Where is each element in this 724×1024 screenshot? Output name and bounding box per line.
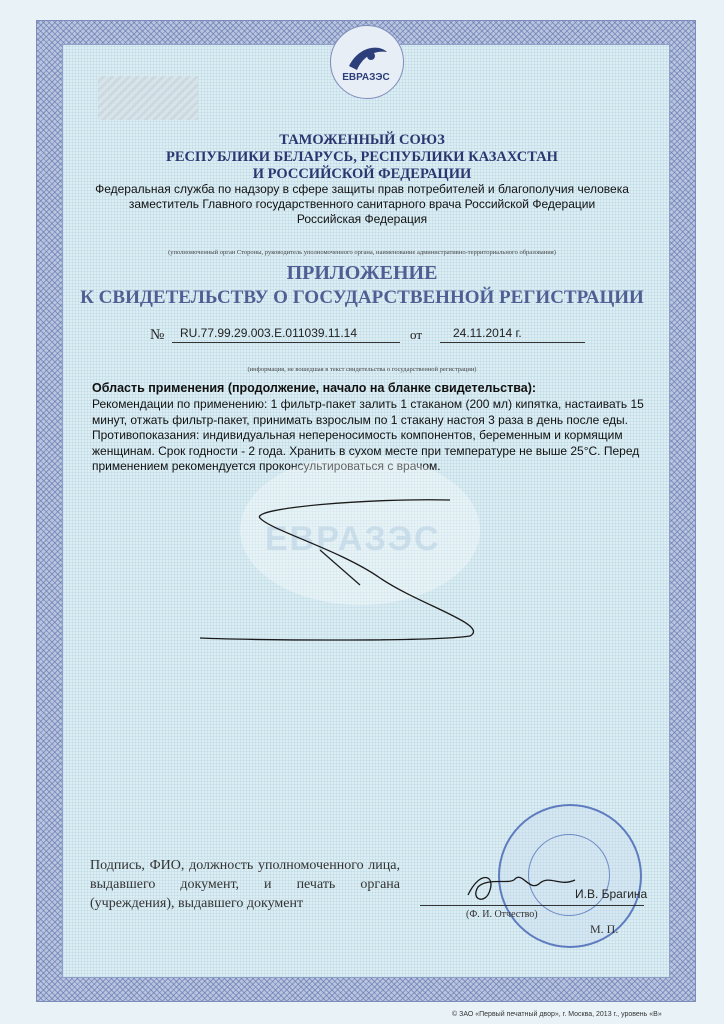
- authority-caption: (уполномоченный орган Стороны, руководитель уполномоченного органа, наименование административно-территориального образования): [168, 249, 556, 256]
- authority-line-3: Российская Федерация: [296, 212, 428, 226]
- title-line-1: ПРИЛОЖЕНИЕ: [286, 262, 438, 284]
- date-label: от: [410, 327, 423, 342]
- signature-line: [420, 905, 644, 906]
- authority-line-2: заместитель Главного государственного санитарного врача Российской Федерации: [128, 197, 596, 211]
- watermark-text: ЕВРАЗЭС: [265, 520, 441, 558]
- registration-number: RU.77.99.29.003.E.011039.11.14: [180, 326, 358, 340]
- title-line-2: К СВИДЕТЕЛЬСТВУ О ГОСУДАРСТВЕННОЙ РЕГИСТРАЦИИ: [80, 287, 644, 308]
- number-label: №: [150, 327, 165, 343]
- official-signature: [460, 865, 580, 915]
- handwritten-signature: [190, 490, 490, 650]
- number-underline: [172, 342, 400, 343]
- registration-caption: (информация, не вошедшая в текст свидетельства о государственной регистрации): [247, 366, 477, 373]
- authority-line-1: Федеральная служба по надзору в сфере защиты прав потребителей и благополучия человека: [95, 182, 629, 196]
- emblem-label: ЕВРАЗЭС: [342, 72, 390, 83]
- header-line-3: И РОССИЙСКОЙ ФЕДЕРАЦИИ: [252, 166, 472, 182]
- signer-name: И.В. Брагина: [575, 887, 648, 901]
- body-text: Рекомендации по применению: 1 фильтр-пакет залить 1 стаканом (200 мл) кипятка, настаивать 15 минут, отжать фильтр-пакет, принимать взрослым по 1 стакану настоя 3 раза в день после еды. Противопоказания: индивидуальная непереносимость компонентов, беременным и кормящим женщинам. Срок годности - 2 года. Хранить в сухом месте при температуре не выше 25°С. Перед применением рекомендуется проконсультироваться с врачом.: [92, 397, 644, 473]
- evrazes-logo-icon: [330, 25, 404, 99]
- stamp-place-label: М. П.: [590, 922, 619, 936]
- signature-caption: Подпись, ФИО, должность уполномоченного лица, выдавшего документ, и печать органа (учреждения), выдавшего документ: [90, 858, 400, 911]
- printer-imprint: © ЗАО «Первый печатный двор», г. Москва, 2013 г., уровень «В»: [452, 1011, 662, 1018]
- registration-date: 24.11.2014 г.: [453, 326, 522, 340]
- hologram: [98, 76, 198, 120]
- fio-caption: (Ф. И. Отчество): [466, 909, 538, 920]
- header-line-2: РЕСПУБЛИКИ БЕЛАРУСЬ, РЕСПУБЛИКИ КАЗАХСТАН: [166, 149, 558, 165]
- body-title: Область применения (продолжение, начало на бланке свидетельства):: [92, 381, 537, 395]
- header-line-1: ТАМОЖЕННЫЙ СОЮЗ: [279, 132, 445, 148]
- date-underline: [440, 342, 585, 343]
